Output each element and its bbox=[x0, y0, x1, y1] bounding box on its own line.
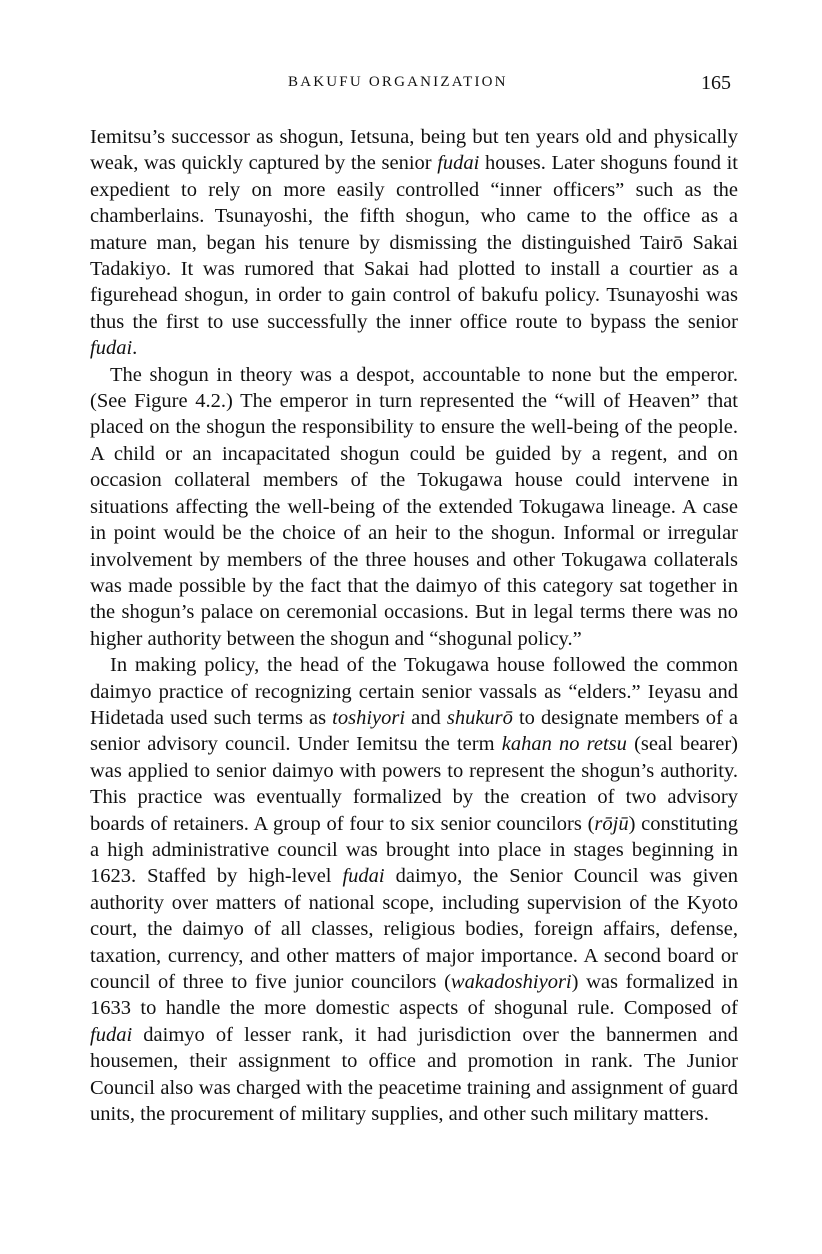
text-run: daimyo of lesser rank, it had jurisdiction over the bannermen and housemen, their assignment to office and promotion in rank. The Junior Council also was charged with the peacetime training and assignment of guard units, the procurement of military supplies, and other such military matters. bbox=[90, 1023, 738, 1126]
body-text bbox=[90, 124, 738, 1127]
paragraph bbox=[90, 652, 738, 1127]
text-run: (seal bearer) was applied to senior daimyo with powers to represent the shogun’s authority. This practice was eventually formalized by the creation of two advisory boards of retainers. A group of four to six senior councilors ( bbox=[90, 733, 738, 835]
text-run: houses. Later shoguns found it expedient to rely on more easily controlled “inner officers” such as the chamberlains. Tsunayoshi, the fifth shogun, who came to the office as a mature man, began his tenure by dismissing the distinguished Tairō Sakai Tadakiyo. It was rumored that Sakai had plotted to install a courtier as a figurehead shogun, in order to gain control of bakufu policy. Tsunayoshi was thus the first to use successfully the inner office route to bypass the senior bbox=[90, 152, 738, 333]
running-head bbox=[0, 74, 822, 98]
italic-term: wakadoshiyori bbox=[450, 971, 572, 993]
text-run: to designate members of a senior advisory council. Under Iemitsu the term bbox=[90, 706, 738, 756]
italic-term: kahan no retsu bbox=[501, 733, 627, 756]
text-run: daimyo, the Senior Council was given authority over matters of national scope, including supervision of the Kyoto court, the daimyo of all classes, religious bodies, foreign affairs, defense, taxation, currency, and other matters of major importance. A second board or council of three to five junior councilors ( bbox=[90, 865, 738, 993]
text-run: In making policy, the head of the Tokugawa house followed the common daimyo practice of recognizing certain senior vassals as “elders.” Ieyasu and Hidetada used such terms as bbox=[90, 654, 738, 729]
text-run: Iemitsu’s successor as shogun, Ietsuna, being but ten years old and physically weak, was quickly captured by the senior bbox=[90, 126, 738, 175]
italic-term: fudai bbox=[342, 865, 385, 888]
page-number: 165 bbox=[701, 72, 731, 94]
italic-term: rōjū bbox=[594, 812, 629, 835]
paragraph bbox=[90, 124, 738, 362]
italic-term: toshiyori bbox=[332, 706, 406, 729]
paragraph bbox=[90, 362, 738, 652]
text-run: . bbox=[132, 337, 138, 360]
text-run: and bbox=[405, 706, 447, 729]
italic-term: fudai bbox=[437, 152, 480, 175]
italic-term: fudai bbox=[90, 1023, 133, 1046]
running-title: BAKUFU ORGANIZATION bbox=[288, 74, 508, 90]
italic-term: shukurō bbox=[446, 706, 513, 729]
text-run: The shogun in theory was a despot, accountable to none but the emperor. (See Figure 4.2.) The emperor in turn represented the “will of Heaven” that placed on the shogun the responsibility to ensure the well-being of the people. A child or an incapacitated shogun could be guided by a regent, and on occasion collateral members of the Tokugawa house could intervene in situations affecting the well-being of the extended Tokugawa lineage. A case in point would be the choice of an heir to the shogun. Informal or irregular involvement by members of the three houses and other Tokugawa collaterals was made possible by the fact that the daimyo of this category sat together in the shogun’s palace on ceremonial occasions. But in legal terms there was no higher authority between the shogun and “shogunal policy.” bbox=[90, 363, 738, 650]
text-run: ) was formalized in 1633 to handle the more domestic aspects of shogunal rule. Composed of bbox=[90, 971, 738, 1020]
text-run: ) constituting a high administrative council was brought into place in stages beginning in 1623. Staffed by high-level bbox=[90, 812, 738, 888]
italic-term: fudai bbox=[90, 337, 133, 360]
